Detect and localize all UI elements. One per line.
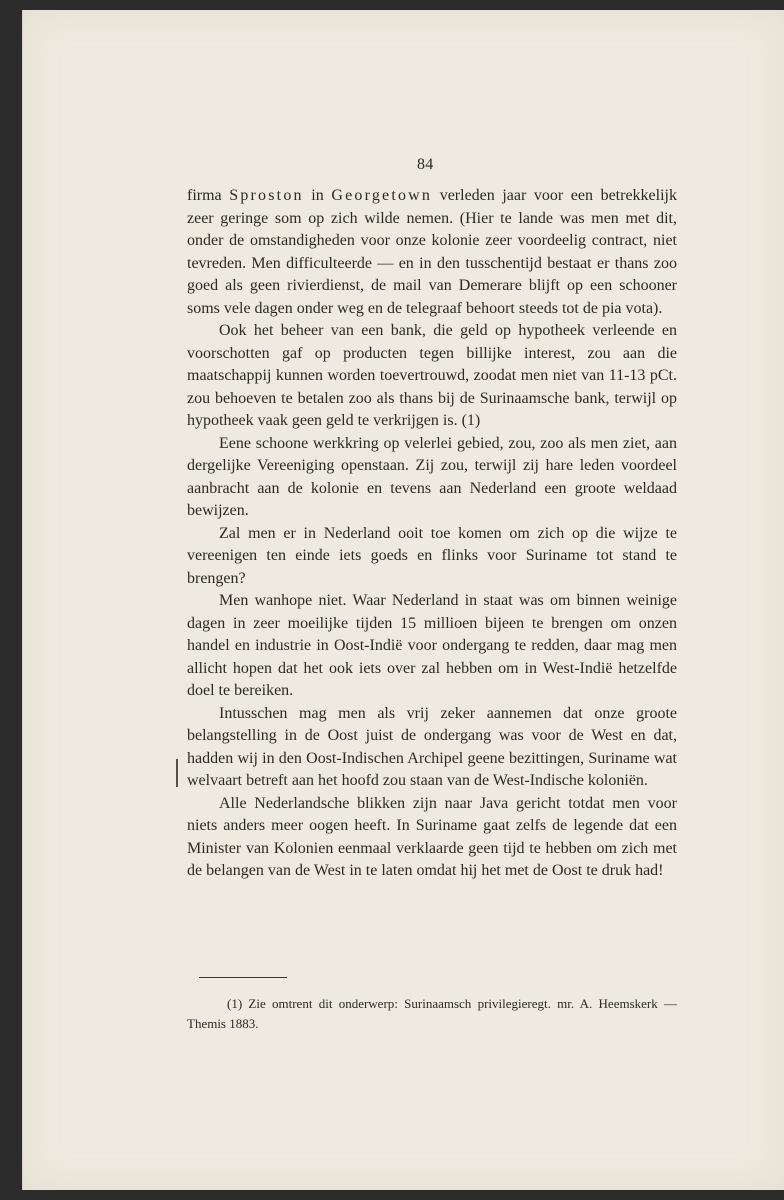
document-page [22, 10, 784, 1190]
paragraph-1-text: verleden jaar voor een betrekkelijk zeer geringe som op zich wilde nemen. (Hier te lande was men met dit, onder de omstandigheden voor onze kolonie zeer voordeelig contract, niet tevreden. Men difficulteerde — en in den tusschentijd bestaat er thans zoo goed als geen rivierdienst, de mail van Demerare blijft op een schooner soms vele dagen onder weg en de telegraaf behoort steeds tot de pia vota). [187, 187, 677, 317]
paragraph-1-prefix: firma [187, 187, 230, 204]
footnote: (1) Zie omtrent dit onderwerp: Surinaamsch privilegieregt. mr. A. Heemskerk — Themis 1883. [187, 996, 677, 1031]
margin-mark [176, 759, 178, 787]
footnote-divider [199, 977, 287, 978]
body-text [187, 185, 677, 883]
paragraph-4: Zal men er in Nederland ooit toe komen om zich op die wijze te vereenigen ten einde iets goeds en flinks voor Suriname tot stand te brengen? [187, 524, 677, 587]
paragraph-1-middle: in [303, 187, 332, 204]
paragraph-5: Men wanhope niet. Waar Nederland in staat was om binnen weinige dagen in zeer moeilijke tijden 15 millioen bijeen te brengen om onzen handel en industrie in Oost-Indië voor ondergang te redden, daar mag men allicht hopen dat het ook iets over zal hebben om in West-Indië hetzelfde doel te bereiken. [187, 592, 677, 699]
paragraph-2: Ook het beheer van een bank, die geld op hypotheek verleende en voorschotten gaf op producten tegen billijke interest, zou aan die maatschappij kunnen worden toevertrouwd, zoodat men niet van 11-13 pCt. zou behoeven te betalen zoo als thans bij de Surinaamsche bank, terwijl op hypotheek vaak geen geld te verkrijgen is. (1) [187, 322, 677, 429]
paragraph-6: Intusschen mag men als vrij zeker aannemen dat onze groote belangstelling in de Oost juist de ondergang was voor de West en dat, hadden wij in den Oost-Indischen Archipel geene bezittingen, Suriname wat welvaart betreft aan het hoofd zou staan van de West-Indische koloniën. [187, 704, 677, 789]
page-number: 84 [417, 156, 434, 173]
paragraph-1 [187, 185, 677, 320]
paragraph-3: Eene schoone werkkring op velerlei gebied, zou, zoo als men ziet, aan dergelijke Vereeniging openstaan. Zij zou, terwijl zij hare leden voordeel aanbracht aan de kolonie en tevens aan Nederland een groote weldaad bewijzen. [187, 434, 677, 519]
paragraph-7: Alle Nederlandsche blikken zijn naar Java gericht totdat men voor niets anders meer oogen heeft. In Suriname gaat zelfs de legende dat een Minister van Kolonien eenmaal verklaarde geen tijd te hebben om zich met de belangen van de West in te laten omdat hij het met de Oost te druk had! [187, 794, 677, 879]
place-name: Georgetown [331, 187, 433, 204]
company-name: Sproston [229, 187, 304, 204]
